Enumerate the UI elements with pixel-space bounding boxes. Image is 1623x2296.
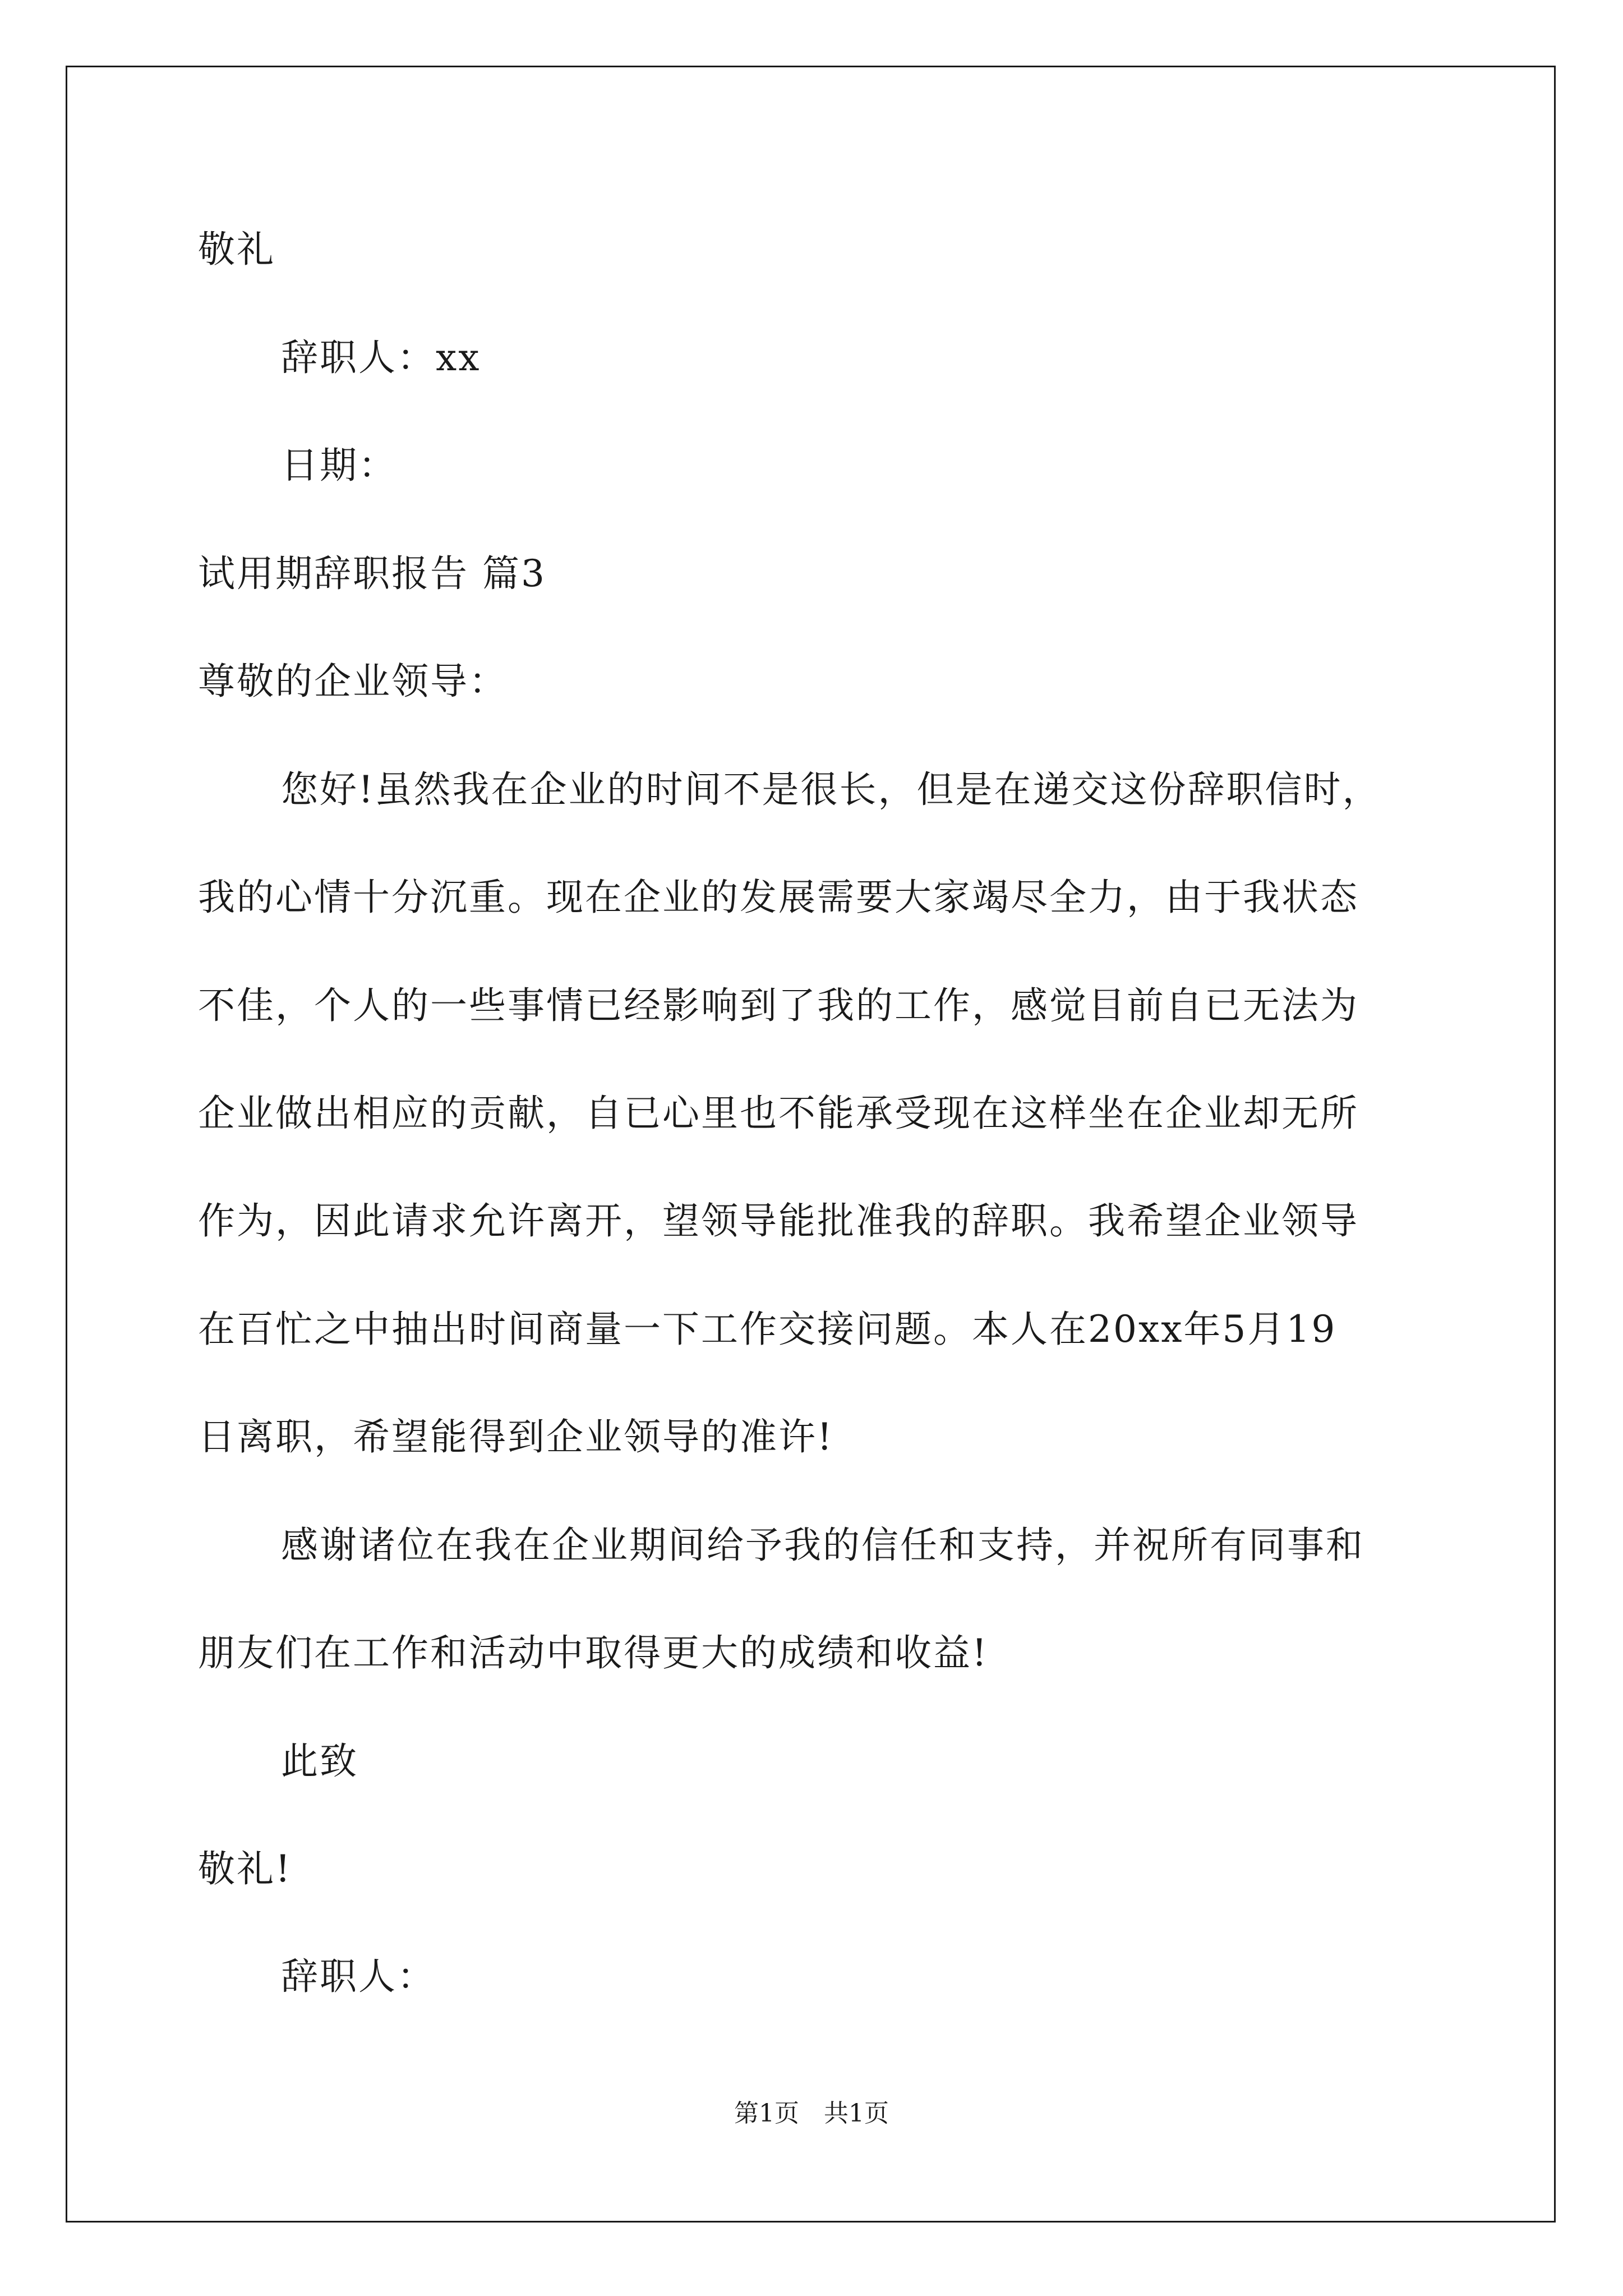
closing-regards: 敬礼! <box>198 1847 292 1890</box>
closing-phrase: 此致 <box>281 1740 358 1783</box>
body-paragraph-1-line-5: 作为，因此请求允许离开，望领导能批准我的辞职。我希望企业领导 <box>198 1199 1359 1243</box>
body-paragraph-1-line-4: 企业做出相应的贡献，自已心里也不能承受现在这样坐在企业却无所 <box>198 1092 1359 1135</box>
body-paragraph-1-line-7: 日离职，希望能得到企业领导的准许! <box>198 1415 834 1458</box>
closing-salutation: 敬礼 <box>198 228 275 271</box>
resigner-name-line: 辞职人：xx <box>281 336 481 379</box>
page-number-footer: 第1页 共1页 <box>734 2099 889 2128</box>
body-paragraph-2-line-1: 感谢诸位在我在企业期间给予我的信任和支持，并祝所有同事和 <box>281 1524 1364 1567</box>
greeting: 尊敬的企业领导： <box>198 660 508 703</box>
date-line: 日期： <box>281 444 397 487</box>
body-paragraph-1-line-3: 不佳，个人的一些事情已经影响到了我的工作，感觉目前自已无法为 <box>198 984 1359 1027</box>
body-paragraph-1-line-1: 您好!虽然我在企业的时间不是很长，但是在递交这份辞职信时， <box>281 768 1381 811</box>
body-paragraph-1-line-2: 我的心情十分沉重。现在企业的发展需要大家竭尽全力，由于我状态 <box>198 876 1359 919</box>
page-border <box>66 66 1556 2223</box>
body-paragraph-1-line-6: 在百忙之中抽出时间商量一下工作交接问题。本人在20xx年5月19 <box>198 1308 1337 1351</box>
section-heading: 试用期辞职报告 篇3 <box>198 552 546 595</box>
body-paragraph-2-line-2: 朋友们在工作和活动中取得更大的成绩和收益! <box>198 1631 989 1674</box>
signature-line: 辞职人： <box>281 1955 436 1998</box>
